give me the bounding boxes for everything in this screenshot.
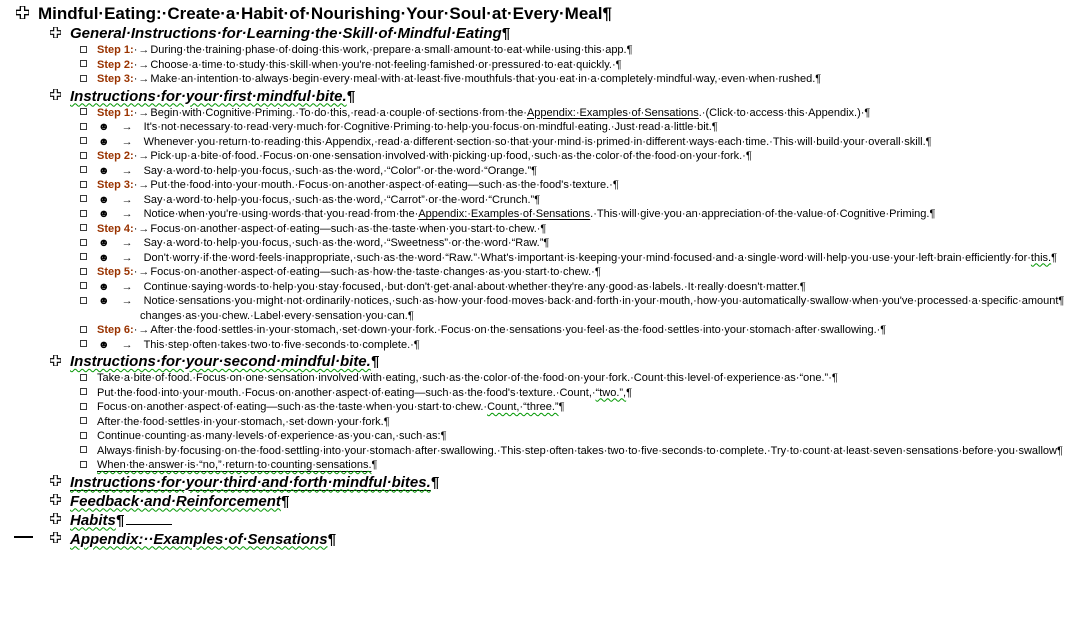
square-bullet-icon — [80, 446, 87, 453]
outline-heading-row[interactable] — [0, 24, 1075, 43]
pilcrow-mark: ¶ — [540, 222, 547, 235]
outline-bullet-row[interactable] — [0, 458, 1075, 473]
paragraph-text: Count,·“three.” — [487, 401, 559, 413]
outline-note-row[interactable] — [0, 294, 1075, 309]
square-bullet-icon — [80, 152, 87, 159]
tab-arrow-icon: → — [121, 121, 133, 133]
note-face-icon: ☻ — [98, 251, 110, 264]
pilcrow-mark: ¶ — [880, 324, 887, 336]
paragraph-text: .·(Click·to·access·this·Appendix.)· — [698, 106, 865, 119]
paragraph-text — [97, 459, 372, 471]
outline-step-row[interactable] — [0, 323, 1075, 338]
tab-arrow-icon: → — [138, 266, 150, 278]
space-dot-mark: · — [133, 324, 138, 336]
outline-note-row[interactable] — [0, 338, 1075, 353]
paragraph-text: Take·a·bite·of·food.·Focus·on·one·sensation·involved·with·eating,·such·as·the·color·of·the·food·on·your·fork.·Count·this·level·of·experience·as·“one.”· — [97, 372, 832, 384]
outline-heading-row[interactable] — [0, 530, 1075, 549]
pilcrow-mark: ¶ — [430, 473, 440, 491]
outline-note-row[interactable] — [0, 135, 1075, 150]
step-label: Step 4: — [97, 222, 134, 235]
paragraph-text: Pick·up·a·bite·of·food.·Focus·on·one·sensation·involved·with·picking·up·food,·such·as·the·color·of·the·food·on·your·fork.· — [150, 150, 746, 162]
space-dot-mark: · — [133, 73, 138, 85]
outline-heading-row[interactable] — [0, 473, 1075, 492]
paragraph-text: Focus·on·another·aspect·of·eating—such·as·the·taste·when·you·start·to·chew.· — [150, 222, 541, 235]
outline-cont-row[interactable] — [0, 309, 1075, 324]
outline-step-row[interactable] — [0, 222, 1075, 237]
pilcrow-mark: ¶ — [543, 237, 550, 249]
square-bullet-icon — [80, 340, 87, 347]
square-bullet-icon — [80, 282, 87, 289]
outline-step-row[interactable] — [0, 43, 1075, 58]
paragraph-text: Continue·counting·as·many·levels·of·experience·as·you·can,·such·as: — [97, 430, 441, 442]
pilcrow-mark: ¶ — [407, 309, 414, 322]
square-bullet-icon — [80, 432, 87, 439]
appendix-link[interactable]: Appendix:·Examples·of·Sensations — [418, 208, 591, 220]
square-bullet-icon — [80, 374, 87, 381]
section-heading: Instructions·for·your·second·mindful·bite. — [70, 353, 371, 370]
outline-bullet-row[interactable] — [0, 371, 1075, 386]
paragraph-text: Whenever·you·return·to·reading·this·Appendix,·read·a·different·section·so·that·your·mind·is·primed·in·different·ways·each·time.·This·will·build·your·overall·skill. — [143, 135, 926, 148]
pilcrow-mark: ¶ — [831, 372, 838, 384]
trailing-underline — [126, 513, 172, 525]
outline-step-row[interactable] — [0, 265, 1075, 280]
tab-arrow-icon: → — [121, 237, 133, 249]
tab-arrow-icon: → — [121, 193, 133, 206]
square-bullet-icon — [80, 268, 87, 275]
pilcrow-mark: ¶ — [280, 492, 290, 510]
pilcrow-mark: ¶ — [612, 179, 619, 191]
square-bullet-icon — [80, 403, 87, 410]
outline-note-row[interactable] — [0, 120, 1075, 135]
paragraph-text: Focus·on·another·aspect·of·eating—such·as·how·the·taste·changes·as·you·start·to·chew.· — [150, 266, 595, 278]
section-heading — [70, 474, 431, 491]
square-bullet-icon — [80, 60, 87, 67]
pilcrow-mark: ¶ — [346, 87, 355, 105]
paragraph-text: Focus·on·another·aspect·of·eating—such·as·the·taste·when·you·start·to·chew.· — [97, 401, 488, 413]
pilcrow-mark: ¶ — [626, 386, 633, 399]
paragraph-text: Put·the·food·into·your·mouth.·Focus·on·another·aspect·of·eating—such·as·the·food's·texture.·Count,· — [97, 386, 596, 399]
paragraph-text: Always·finish·by·focusing·on·the·food·settling·into·your·stomach·after·swallowing.·This·step·often·takes·two·to·five·seconds·to·complete.·Try·to·count·at·least·seven·sensations·before·you·swallow — [97, 444, 1057, 457]
pilcrow-mark: ¶ — [383, 415, 390, 428]
paragraph-text: Say·a·word·to·help·you·focus,·such·as·the·word,·“Sweetness”·or·the·word·“Raw.” — [143, 237, 544, 249]
paragraph-text: Say·a·word·to·help·you·focus,·such·as·the·word,·“Carrot”·or·the·word·“Crunch.” — [143, 193, 535, 206]
outline-heading-row[interactable] — [0, 87, 1075, 106]
pilcrow-mark: ¶ — [440, 430, 447, 442]
section-heading: General·Instructions·for·Learning·the·Skill·of·Mindful·Eating — [70, 25, 502, 42]
square-bullet-icon — [80, 224, 87, 231]
square-bullet-icon — [80, 210, 87, 217]
page-title: Mindful·Eating:·Create·a·Habit·of·Nourishing·Your·Soul·at·Every·Meal — [38, 4, 603, 23]
pilcrow-mark: ¶ — [558, 401, 565, 413]
appendix-link[interactable]: Appendix:·Examples·of·Sensations — [526, 106, 699, 119]
pilcrow-mark: ¶ — [711, 121, 718, 133]
outline-bullet-row[interactable] — [0, 400, 1075, 415]
paragraph-text: This·step·often·takes·two·to·five·seconds·to·complete.· — [143, 338, 414, 351]
tab-arrow-icon: → — [138, 106, 150, 119]
pilcrow-mark: ¶ — [799, 280, 806, 293]
page-end-dash — [14, 536, 33, 538]
tab-arrow-icon: → — [138, 179, 150, 191]
step-label: Step 6: — [97, 324, 134, 336]
paragraph-text: Begin·with·Cognitive·Priming.·To·do·this,·read·a·couple·of·sections·from·the· — [150, 106, 527, 119]
paragraph-text: After·the·food·settles·in·your·stomach,·set·down·your·fork.·Focus·on·the·sensations·you·feel·as·the·food·settles·into·your·stomach·after·swallowing.· — [150, 324, 881, 336]
outline-note-row[interactable] — [0, 251, 1075, 266]
paragraph-text: changes·as·you·chew.·Label·every·sensation·you·can. — [140, 309, 408, 322]
outline-bullet-row[interactable] — [0, 429, 1075, 444]
outline-step-row[interactable] — [0, 149, 1075, 164]
note-face-icon: ☻ — [98, 135, 110, 148]
note-face-icon: ☻ — [98, 338, 110, 351]
tab-arrow-icon: → — [138, 222, 150, 235]
outline-heading-row[interactable] — [0, 492, 1075, 511]
space-dot-mark: · — [133, 222, 138, 235]
pilcrow-mark: ¶ — [929, 208, 936, 220]
pilcrow-mark: ¶ — [1057, 444, 1063, 457]
pilcrow-mark: ¶ — [531, 164, 538, 177]
outline-note-row[interactable] — [0, 236, 1075, 251]
outline-step-row[interactable] — [0, 106, 1075, 121]
square-bullet-icon — [80, 108, 87, 115]
outline-plus-icon[interactable] — [50, 472, 61, 491]
outline-plus-icon[interactable] — [50, 352, 61, 371]
pilcrow-mark: ¶ — [371, 459, 378, 471]
pilcrow-mark: ¶ — [925, 135, 932, 148]
square-bullet-icon — [80, 297, 87, 304]
square-bullet-icon — [80, 388, 87, 395]
tab-arrow-icon: → — [138, 324, 150, 336]
pilcrow-mark: ¶ — [815, 73, 822, 85]
step-label: Step 3: — [97, 73, 134, 85]
note-face-icon: ☻ — [98, 237, 110, 249]
square-bullet-icon — [80, 239, 87, 246]
section-heading-text: Instructions·for·your·third·and·forth·mindful·bites. — [70, 473, 431, 491]
square-bullet-icon — [80, 461, 87, 468]
square-bullet-icon — [80, 253, 87, 260]
tab-arrow-icon: → — [138, 150, 150, 162]
step-label: Step 3: — [97, 179, 134, 191]
tab-arrow-icon: → — [121, 164, 133, 177]
paragraph-text: After·the·food·settles·in·your·stomach,·set·down·your·fork. — [97, 415, 384, 428]
paragraph-text: Notice·when·you're·using·words·that·you·read·from·the· — [143, 208, 419, 220]
outline-content — [0, 4, 1075, 549]
paragraph-text: Continue·saying·words·to·help·you·stay·focused,·but·don't·get·anal·about·whether·they're·any·good·as·labels.·It·really·doesn't·matter. — [143, 280, 800, 293]
space-dot-mark: · — [133, 266, 138, 278]
tab-arrow-icon: → — [121, 135, 133, 148]
square-bullet-icon — [80, 181, 87, 188]
outline-heading-row[interactable] — [0, 352, 1075, 371]
square-bullet-icon — [80, 46, 87, 53]
pilcrow-mark: ¶ — [370, 353, 380, 370]
section-heading: Feedback·and·Reinforcement — [70, 492, 281, 510]
note-face-icon: ☻ — [98, 208, 110, 220]
outline-plus-icon[interactable] — [50, 24, 61, 43]
note-face-icon: ☻ — [98, 164, 110, 177]
tab-arrow-icon: → — [121, 295, 133, 307]
square-bullet-icon — [80, 417, 87, 424]
tab-arrow-icon: → — [121, 280, 133, 293]
space-dot-mark: · — [133, 106, 138, 119]
tab-arrow-icon: → — [138, 73, 150, 85]
note-face-icon: ☻ — [98, 121, 110, 133]
note-face-icon: ☻ — [98, 295, 110, 307]
tab-arrow-icon: → — [138, 44, 150, 56]
section-heading: Instructions·for·your·first·mindful·bite. — [70, 87, 347, 105]
step-label: Step 2: — [97, 150, 134, 162]
square-bullet-icon — [80, 137, 87, 144]
outline-bullet-row[interactable] — [0, 415, 1075, 430]
note-face-icon: ☻ — [98, 193, 110, 206]
pilcrow-mark: ¶ — [745, 150, 752, 162]
paragraph-text: Notice·sensations·you·might·not·ordinarily·notices,·such·as·how·your·food·moves·back·and·forth·in·your·mouth,·how·you·automatically·swallow·when·you've·processed·a·specific·amount — [143, 295, 1059, 307]
space-dot-mark: · — [133, 44, 138, 56]
paragraph-text: Put·the·food·into·your·mouth.·Focus·on·another·aspect·of·eating—such·as·the·food's·texture.· — [150, 179, 613, 191]
pilcrow-mark: ¶ — [615, 58, 622, 71]
note-face-icon: ☻ — [98, 280, 110, 293]
outline-note-row[interactable] — [0, 280, 1075, 295]
paragraph-text: Say·a·word·to·help·you·focus,·such·as·the·word,·“Color”·or·the·word·“Orange.” — [143, 164, 532, 177]
pilcrow-mark: ¶ — [115, 511, 125, 529]
pilcrow-mark: ¶ — [501, 25, 510, 42]
paragraph-text: .·This·will·give·you·an·appreciation·of·the·value·of·Cognitive·Priming. — [590, 208, 930, 220]
pilcrow-mark: ¶ — [413, 338, 420, 351]
step-label: Step 5: — [97, 266, 134, 278]
pilcrow-mark: ¶ — [864, 106, 871, 119]
section-heading: Habits — [70, 511, 116, 529]
space-dot-mark: · — [133, 179, 138, 191]
paragraph-text: During·the·training·phase·of·doing·this·work,·prepare·a·small·amount·to·eat·while·using·this·app. — [150, 44, 627, 56]
outline-bullet-row[interactable] — [0, 386, 1075, 401]
outline-step-row[interactable] — [0, 178, 1075, 193]
square-bullet-icon — [80, 326, 87, 333]
tab-arrow-icon: → — [138, 58, 150, 71]
space-dot-mark: · — [133, 58, 138, 71]
outline-plus-icon[interactable] — [50, 529, 61, 548]
outline-title-row[interactable] — [0, 4, 1075, 24]
outline-note-row[interactable] — [0, 207, 1075, 222]
pilcrow-mark: ¶ — [602, 4, 612, 23]
square-bullet-icon — [80, 123, 87, 130]
outline-bullet-row[interactable] — [0, 444, 1075, 459]
outline-step-row[interactable] — [0, 58, 1075, 73]
paragraph-text: When·the·answer·is·“no,”·return·to·counting·sensations. — [97, 459, 372, 471]
pilcrow-mark: ¶ — [594, 266, 601, 278]
tab-arrow-icon: → — [121, 338, 133, 351]
tab-arrow-icon: → — [121, 208, 133, 220]
outline-step-row[interactable] — [0, 72, 1075, 87]
paragraph-text: Make·an·intention·to·always·begin·every·meal·with·at·least·five·mouthfuls·that·you·eat·in·a·completely·mindful·way,·even·when·rushed. — [150, 73, 816, 85]
tab-arrow-icon: → — [121, 251, 133, 264]
outline-note-row[interactable] — [0, 164, 1075, 179]
paragraph-text: It's·not·necessary·to·read·very·much·for·Cognitive·Priming·to·help·you·focus·on·mindful·eating.·Just·read·a·little·bit. — [143, 121, 712, 133]
pilcrow-mark: ¶ — [626, 44, 633, 56]
outline-note-row[interactable] — [0, 193, 1075, 208]
outline-plus-icon[interactable] — [50, 510, 61, 529]
outline-plus-icon[interactable] — [16, 4, 29, 24]
step-label: Step 1: — [97, 106, 134, 119]
paragraph-text: “two.”, — [595, 386, 627, 399]
paragraph-text: Don't·worry·if·the·word·feels·inappropriate,·such·as·the·word·“Raw.”·What's·important·is·keeping·your·mind·focused·and·a·single·word·will·help·you·use·your·left·brain·efficiently·for· — [143, 251, 1031, 264]
space-dot-mark: · — [133, 150, 138, 162]
square-bullet-icon — [80, 195, 87, 202]
outline-heading-row[interactable] — [0, 511, 1075, 530]
square-bullet-icon — [80, 75, 87, 82]
pilcrow-mark: ¶ — [1058, 295, 1065, 307]
square-bullet-icon — [80, 166, 87, 173]
paragraph-text: this. — [1030, 251, 1052, 264]
outline-plus-icon[interactable] — [50, 86, 61, 105]
paragraph-text: Choose·a·time·to·study·this·skill·when·you're·not·feeling·famished·or·pressured·to·eat·quickly.· — [150, 58, 616, 71]
outline-plus-icon[interactable] — [50, 491, 61, 510]
pilcrow-mark: ¶ — [534, 193, 541, 206]
step-label: Step 2: — [97, 58, 134, 71]
section-heading: Appendix:··Examples·of·Sensations — [70, 530, 328, 548]
pilcrow-mark: ¶ — [327, 530, 336, 548]
pilcrow-mark: ¶ — [1051, 251, 1058, 264]
step-label: Step 1: — [97, 44, 134, 56]
